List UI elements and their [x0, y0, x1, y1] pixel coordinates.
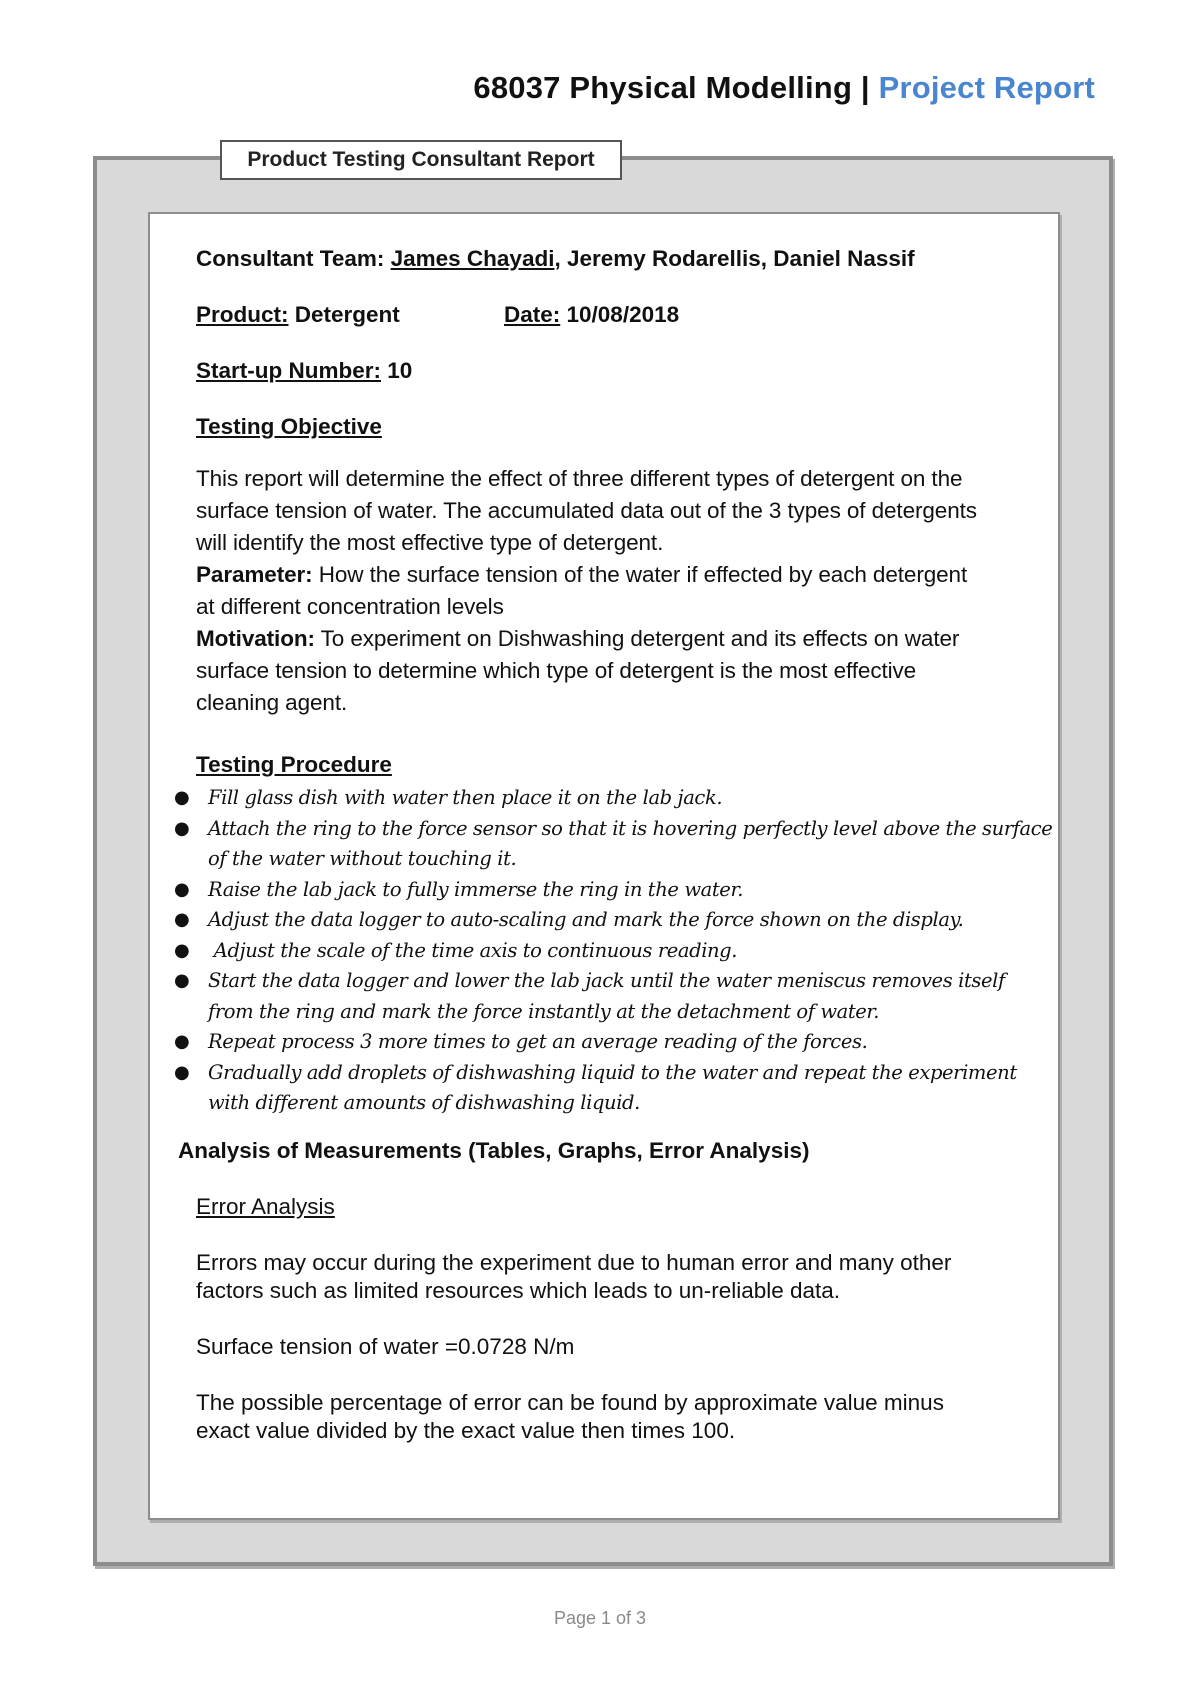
procedure-step-text: Adjust the data logger to auto-scaling and mark the force shown on the display.: [208, 908, 964, 931]
course-title: 68037 Physical Modelling |: [473, 70, 879, 105]
startup-number-line: [196, 359, 1096, 383]
date-value: 10/08/2018: [560, 302, 680, 327]
procedure-list: [174, 783, 1094, 1119]
procedure-step-continued: [174, 844, 1094, 875]
motivation-line-continued: cleaning agent.: [196, 690, 348, 715]
error-paragraph-1: [196, 1249, 1096, 1305]
bullet-icon: ●: [174, 787, 190, 808]
bullet-icon: ●: [174, 939, 190, 961]
date-label: Date:: [504, 302, 561, 327]
procedure-step: [174, 783, 1094, 814]
report-frame-label: Product Testing Consultant Report: [220, 140, 622, 180]
consultant-team-member-primary: James Chayadi: [390, 246, 555, 271]
procedure-step-continued: [174, 1088, 1094, 1119]
procedure-step-text: of the water without touching it.: [208, 847, 517, 870]
procedure-step: [174, 936, 1094, 967]
report-content: [174, 245, 1096, 1445]
procedure-step-text: from the ring and mark the force instantly at the detachment of water.: [208, 999, 880, 1023]
parameter-text: How the surface tension of the water if effected by each detergent: [312, 562, 968, 587]
procedure-step-text: with different amounts of dishwashing liquid.: [208, 1091, 640, 1114]
procedure-step: [174, 905, 1094, 936]
analysis-heading: Analysis of Measurements (Tables, Graphs, Error Analysis): [178, 1137, 810, 1163]
consultant-team-label: Consultant Team:: [196, 246, 385, 271]
bullet-icon: ●: [174, 878, 190, 900]
bullet-icon: ●: [174, 1031, 190, 1052]
testing-objective-title: Testing Objective: [196, 414, 382, 439]
objective-line: surface tension of water. The accumulated data out of the 3 types of detergents: [196, 498, 977, 523]
surface-tension-value: Surface tension of water =0.0728 N/m: [196, 1333, 575, 1359]
procedure-step-text: Attach the ring to the force sensor so that it is hovering perfectly level above the surface: [208, 816, 1053, 840]
objective-line: will identify the most effective type of detergent.: [196, 530, 664, 555]
procedure-step: [174, 1058, 1094, 1089]
error-paragraph-line: exact value divided by the exact value then times 100.: [196, 1417, 736, 1443]
consultant-team-members-rest: , Jeremy Rodarellis, Daniel Nassif: [554, 246, 915, 271]
procedure-step-text: Start the data logger and lower the lab jack until the water meniscus removes itself: [208, 969, 1005, 992]
procedure-step-continued: [174, 997, 1094, 1028]
motivation-line: [196, 623, 1096, 655]
objective-paragraph: [196, 463, 1096, 719]
procedure-step-text: Adjust the scale of the time axis to continuous reading.: [208, 938, 738, 962]
product-value: Detergent: [288, 302, 400, 327]
procedure-step-text: Gradually add droplets of dishwashing liquid to the water and repeat the experiment: [208, 1060, 1017, 1084]
error-paragraph-line: factors such as limited resources which leads to un-reliable data.: [196, 1277, 841, 1303]
procedure-step: [174, 1027, 1094, 1058]
motivation-line-continued: surface tension to determine which type of detergent is the most effective: [196, 658, 917, 683]
error-paragraph-3: [196, 1389, 1096, 1445]
bullet-icon: ●: [174, 970, 190, 991]
parameter-line: [196, 559, 1096, 591]
procedure-step-text: Raise the lab jack to fully immerse the ring in the water.: [208, 877, 744, 901]
product-date-line: [196, 303, 1096, 327]
procedure-step-text: Repeat process 3 more times to get an average reading of the forces.: [208, 1030, 868, 1053]
objective-line: This report will determine the effect of three different types of detergent on the: [196, 466, 963, 491]
error-analysis-heading: Error Analysis: [196, 1193, 335, 1219]
startup-number-value: 10: [381, 358, 413, 383]
startup-number-label: Start-up Number:: [196, 358, 381, 383]
motivation-label: Motivation:: [196, 626, 315, 651]
testing-procedure-heading: [196, 753, 1096, 777]
report-type-title: Project Report: [878, 70, 1095, 105]
procedure-step: [174, 814, 1094, 845]
testing-procedure-title: Testing Procedure: [196, 752, 392, 777]
procedure-step: [174, 875, 1094, 906]
page-number: Page 1 of 3: [553, 1608, 647, 1628]
procedure-step-text: Fill glass dish with water then place it on the lab jack.: [208, 786, 723, 809]
date-field: [504, 303, 679, 327]
bullet-icon: ●: [174, 817, 190, 839]
product-label: Product:: [196, 302, 289, 327]
motivation-text: To experiment on Dishwashing detergent and its effects on water: [314, 626, 960, 651]
consultant-team-line: [196, 247, 1096, 271]
page-header-title: [473, 70, 1095, 106]
bullet-icon: ●: [174, 909, 190, 930]
testing-objective-heading: [196, 415, 1096, 439]
procedure-step: [174, 966, 1094, 997]
bullet-icon: ●: [174, 1061, 190, 1083]
parameter-label: Parameter:: [196, 562, 313, 587]
parameter-line-continued: at different concentration levels: [196, 594, 504, 619]
error-paragraph-line: The possible percentage of error can be found by approximate value minus: [196, 1389, 944, 1415]
error-paragraph-line: Errors may occur during the experiment due to human error and many other: [196, 1249, 952, 1275]
